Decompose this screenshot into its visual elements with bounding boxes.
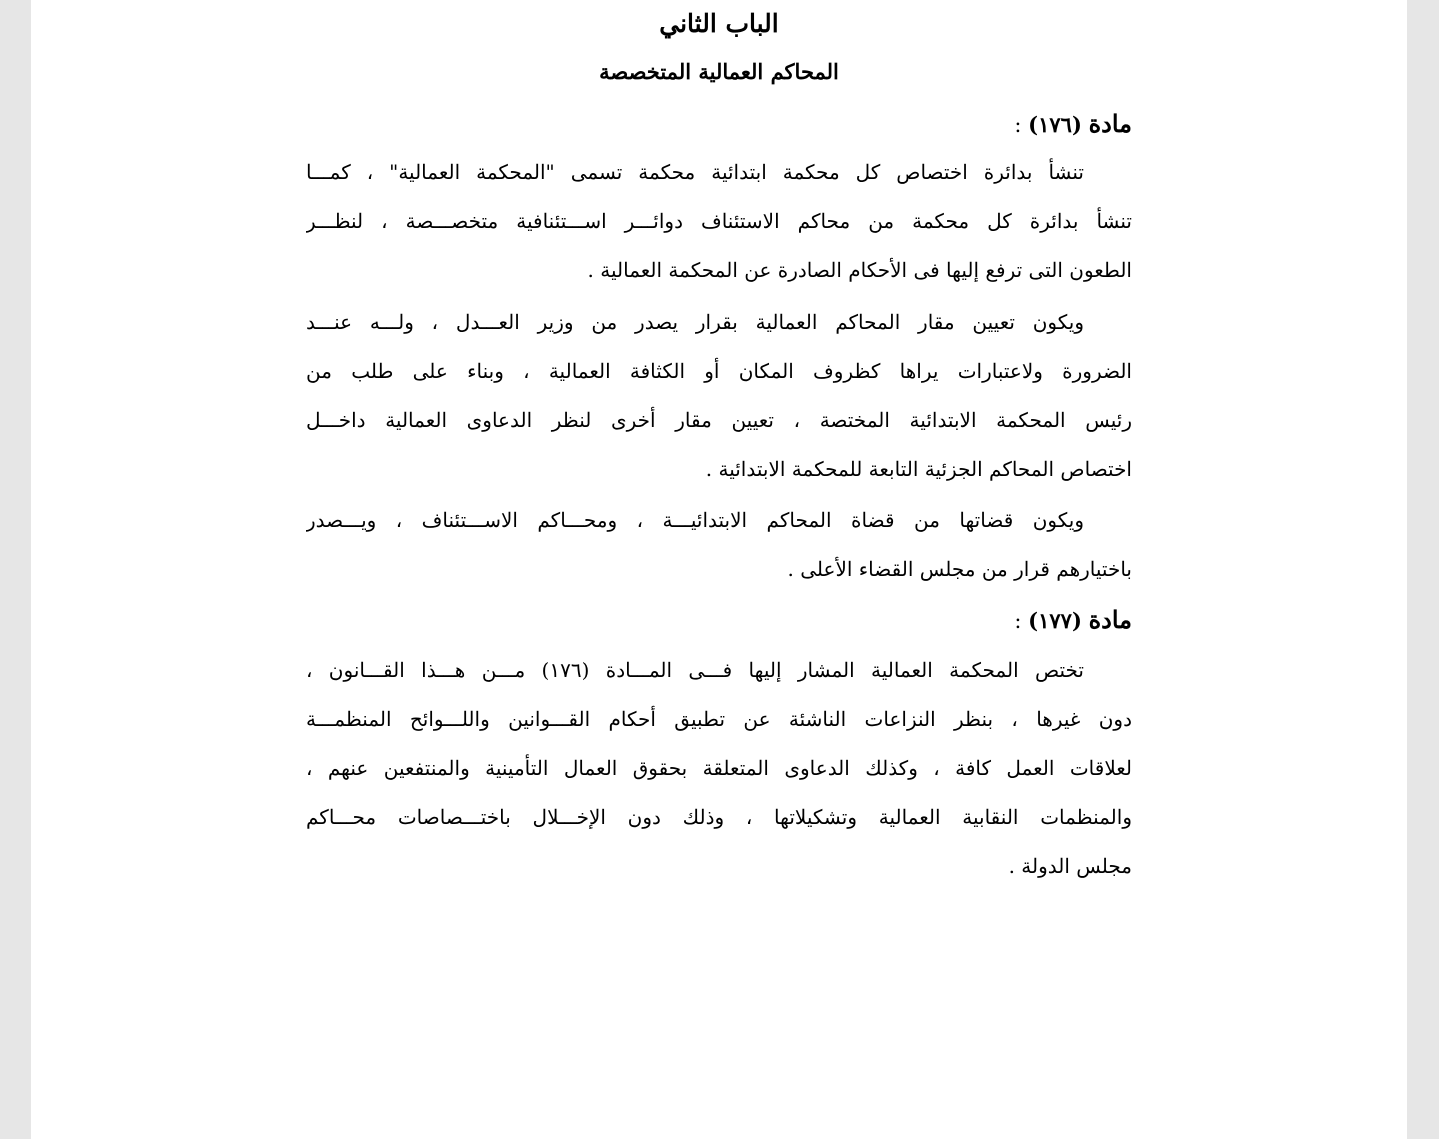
paragraph-line: الضرورة ولاعتبارات يراها كظروف المكان أو الكثافة العمالية ، وبناء على طلب من [306,359,1132,383]
article-suffix: : [1014,113,1029,137]
paragraph-line: تنشأ بدائرة كل محكمة من محاكم الاستئناف دوائـــر اســـتئنافية متخصـــصة ، لنظـــر [306,209,1132,233]
article-number: (١٧٦) [1028,112,1082,137]
article-suffix: : [1014,609,1029,633]
article-176-paragraph-3 [306,496,1132,594]
article-176-paragraph-2 [306,298,1132,494]
article-176-heading [306,108,1132,141]
article-177-paragraph-1 [306,646,1132,891]
article-label: مادة [1088,109,1132,138]
paragraph-line: تنشأ بدائرة اختصاص كل محكمة ابتدائية محكمة تسمى "المحكمة العمالية" ، كمـــا [306,160,1084,184]
paragraph-line: اختصاص المحاكم الجزئية التابعة للمحكمة الابتدائية . [705,457,1132,481]
paragraph-line: مجلس الدولة . [1008,854,1132,878]
article-177-heading [306,604,1132,637]
paragraph-line: لعلاقات العمل كافة ، وكذلك الدعاوى المتعلقة بحقوق العمال التأمينية والمنتفعين عنهم ، [306,756,1132,780]
paragraph-line: ويكون قضاتها من قضاة المحاكم الابتدائيـــة ، ومحـــاكم الاســـتئناف ، ويـــصدر [306,508,1084,532]
article-number: (١٧٧) [1028,608,1082,633]
article-label: مادة [1088,605,1132,634]
paragraph-line: ويكون تعيين مقار المحاكم العمالية بقرار يصدر من وزير العـــدل ، ولـــه عنـــد [306,310,1084,334]
paragraph-line: باختيارهم قرار من مجلس القضاء الأعلى . [787,557,1132,581]
paragraph-line: تختص المحكمة العمالية المشار إليها فـــى المـــادة (١٧٦) مـــن هـــذا القـــانون ، [306,658,1084,682]
paragraph-line: الطعون التى ترفع إليها فى الأحكام الصادرة عن المحكمة العمالية . [587,258,1132,282]
paragraph-line: دون غيرها ، بنظر النزاعات الناشئة عن تطبيق أحكام القـــوانين واللـــوائح المنظمـــة [306,707,1132,731]
paragraph-line: والمنظمات النقابية العمالية وتشكيلاتها ، وذلك دون الإخـــلال باختـــصاصات محـــاكم [306,805,1132,829]
paragraph-line: رئيس المحكمة الابتدائية المختصة ، تعيين مقار أخرى لنظر الدعاوى العمالية داخـــل [306,408,1132,432]
document-page [31,0,1407,1139]
article-176-paragraph-1 [306,148,1132,295]
chapter-subtitle: المحاكم العمالية المتخصصة [599,59,839,84]
chapter-title: الباب الثاني [659,9,779,38]
